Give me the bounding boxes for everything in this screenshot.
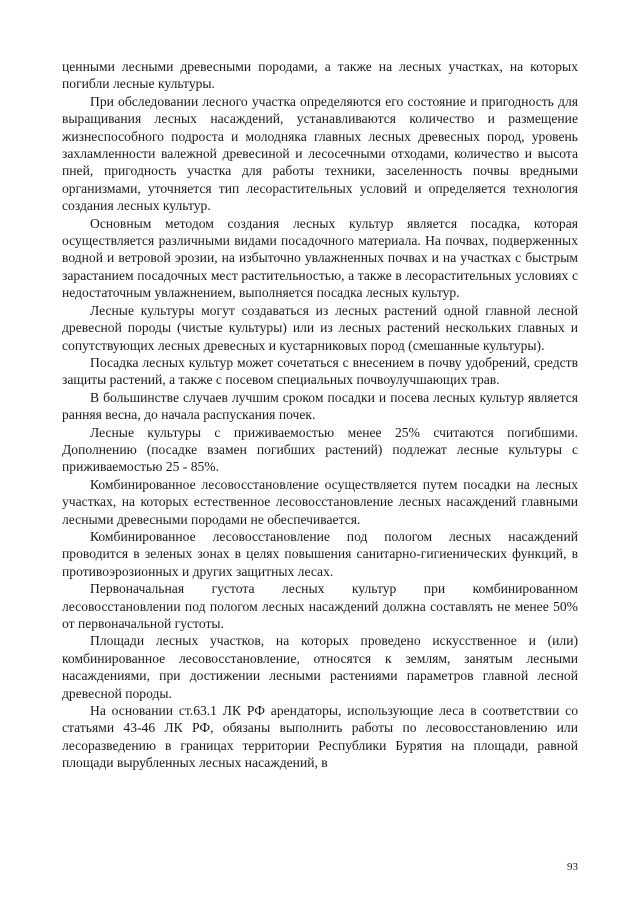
paragraph: Комбинированное лесовосстановление осуществляется путем посадки на лесных участках, на которых естественное лесовосстановление лесных насаждений главными лесными древесными породами не обеспечивается. bbox=[62, 476, 578, 527]
document-body bbox=[62, 58, 578, 772]
paragraph: Лесные культуры с приживаемостью менее 25% считаются погибшими. Дополнению (посадке взамен погибших растений) подлежат лесные культуры с приживаемостью 25 - 85%. bbox=[62, 424, 578, 475]
paragraph: Основным методом создания лесных культур является посадка, которая осуществляется различными видами посадочного материала. На почвах, подверженных водной и ветровой эрозии, на избыточно увлажненных почвах и на участках с быстрым зарастанием посадочных мест растительностью, а также в лесорастительных условиях с недостаточным увлажнением, выполняется посадка лесных культур. bbox=[62, 215, 578, 301]
paragraph: Посадка лесных культур может сочетаться с внесением в почву удобрений, средств защиты растений, а также с посевом специальных почвоулучшающих трав. bbox=[62, 354, 578, 388]
paragraph: На основании ст.63.1 ЛК РФ арендаторы, использующие леса в соответствии со статьями 43-46 ЛК РФ, обязаны выполнить работы по лесовосстановлению или лесоразведению в границах территории Республики Бурятия на площади, равной площади вырубленных лесных насаждений, в bbox=[62, 703, 578, 771]
paragraph: Первоначальная густота лесных культур при комбинированном лесовосстановлении под пологом лесных насаждений должна составлять не менее 50% от первоначальной густоты. bbox=[62, 581, 578, 631]
paragraph: Лесные культуры могут создаваться из лесных растений одной главной лесной древесной породы (чистые культуры) или из лесных растений нескольких главных и сопутствующих лесных древесных и кустарниковых пород (смешанные культуры). bbox=[62, 302, 578, 353]
page-number: 93 bbox=[567, 861, 578, 873]
paragraph: Комбинированное лесовосстановление под пологом лесных насаждений проводится в зеленых зонах в целях повышения санитарно-гигиенических функций, в противоэрозионных и других защитных лесах. bbox=[62, 528, 578, 579]
paragraph: При обследовании лесного участка определяются его состояние и пригодность для выращивания лесных насаждений, устанавливаются количество и размещение жизнеспособного подроста и молодняка главных лесных древесных пород, уровень захламленности валежной древесиной и лесосечными отходами, количество и высота пней, пригодность участка для работы техники, заселенность почвы вредными организмами, уточняется тип лесорастительных условий и определяется технология создания лесных культур. bbox=[62, 93, 578, 214]
paragraph: Площади лесных участков, на которых проведено искусственное и (или) комбинированное лесовосстановление, относятся к землям, занятым лесными насаждениями, при достижении лесными растениями параметров главной лесной древесной породы. bbox=[62, 633, 578, 701]
paragraph: В большинстве случаев лучшим сроком посадки и посева лесных культур является ранняя весна, до начала распускания почек. bbox=[62, 389, 578, 423]
paragraph: ценными лесными древесными породами, а также на лесных участках, на которых погибли лесные культуры. bbox=[62, 59, 578, 92]
